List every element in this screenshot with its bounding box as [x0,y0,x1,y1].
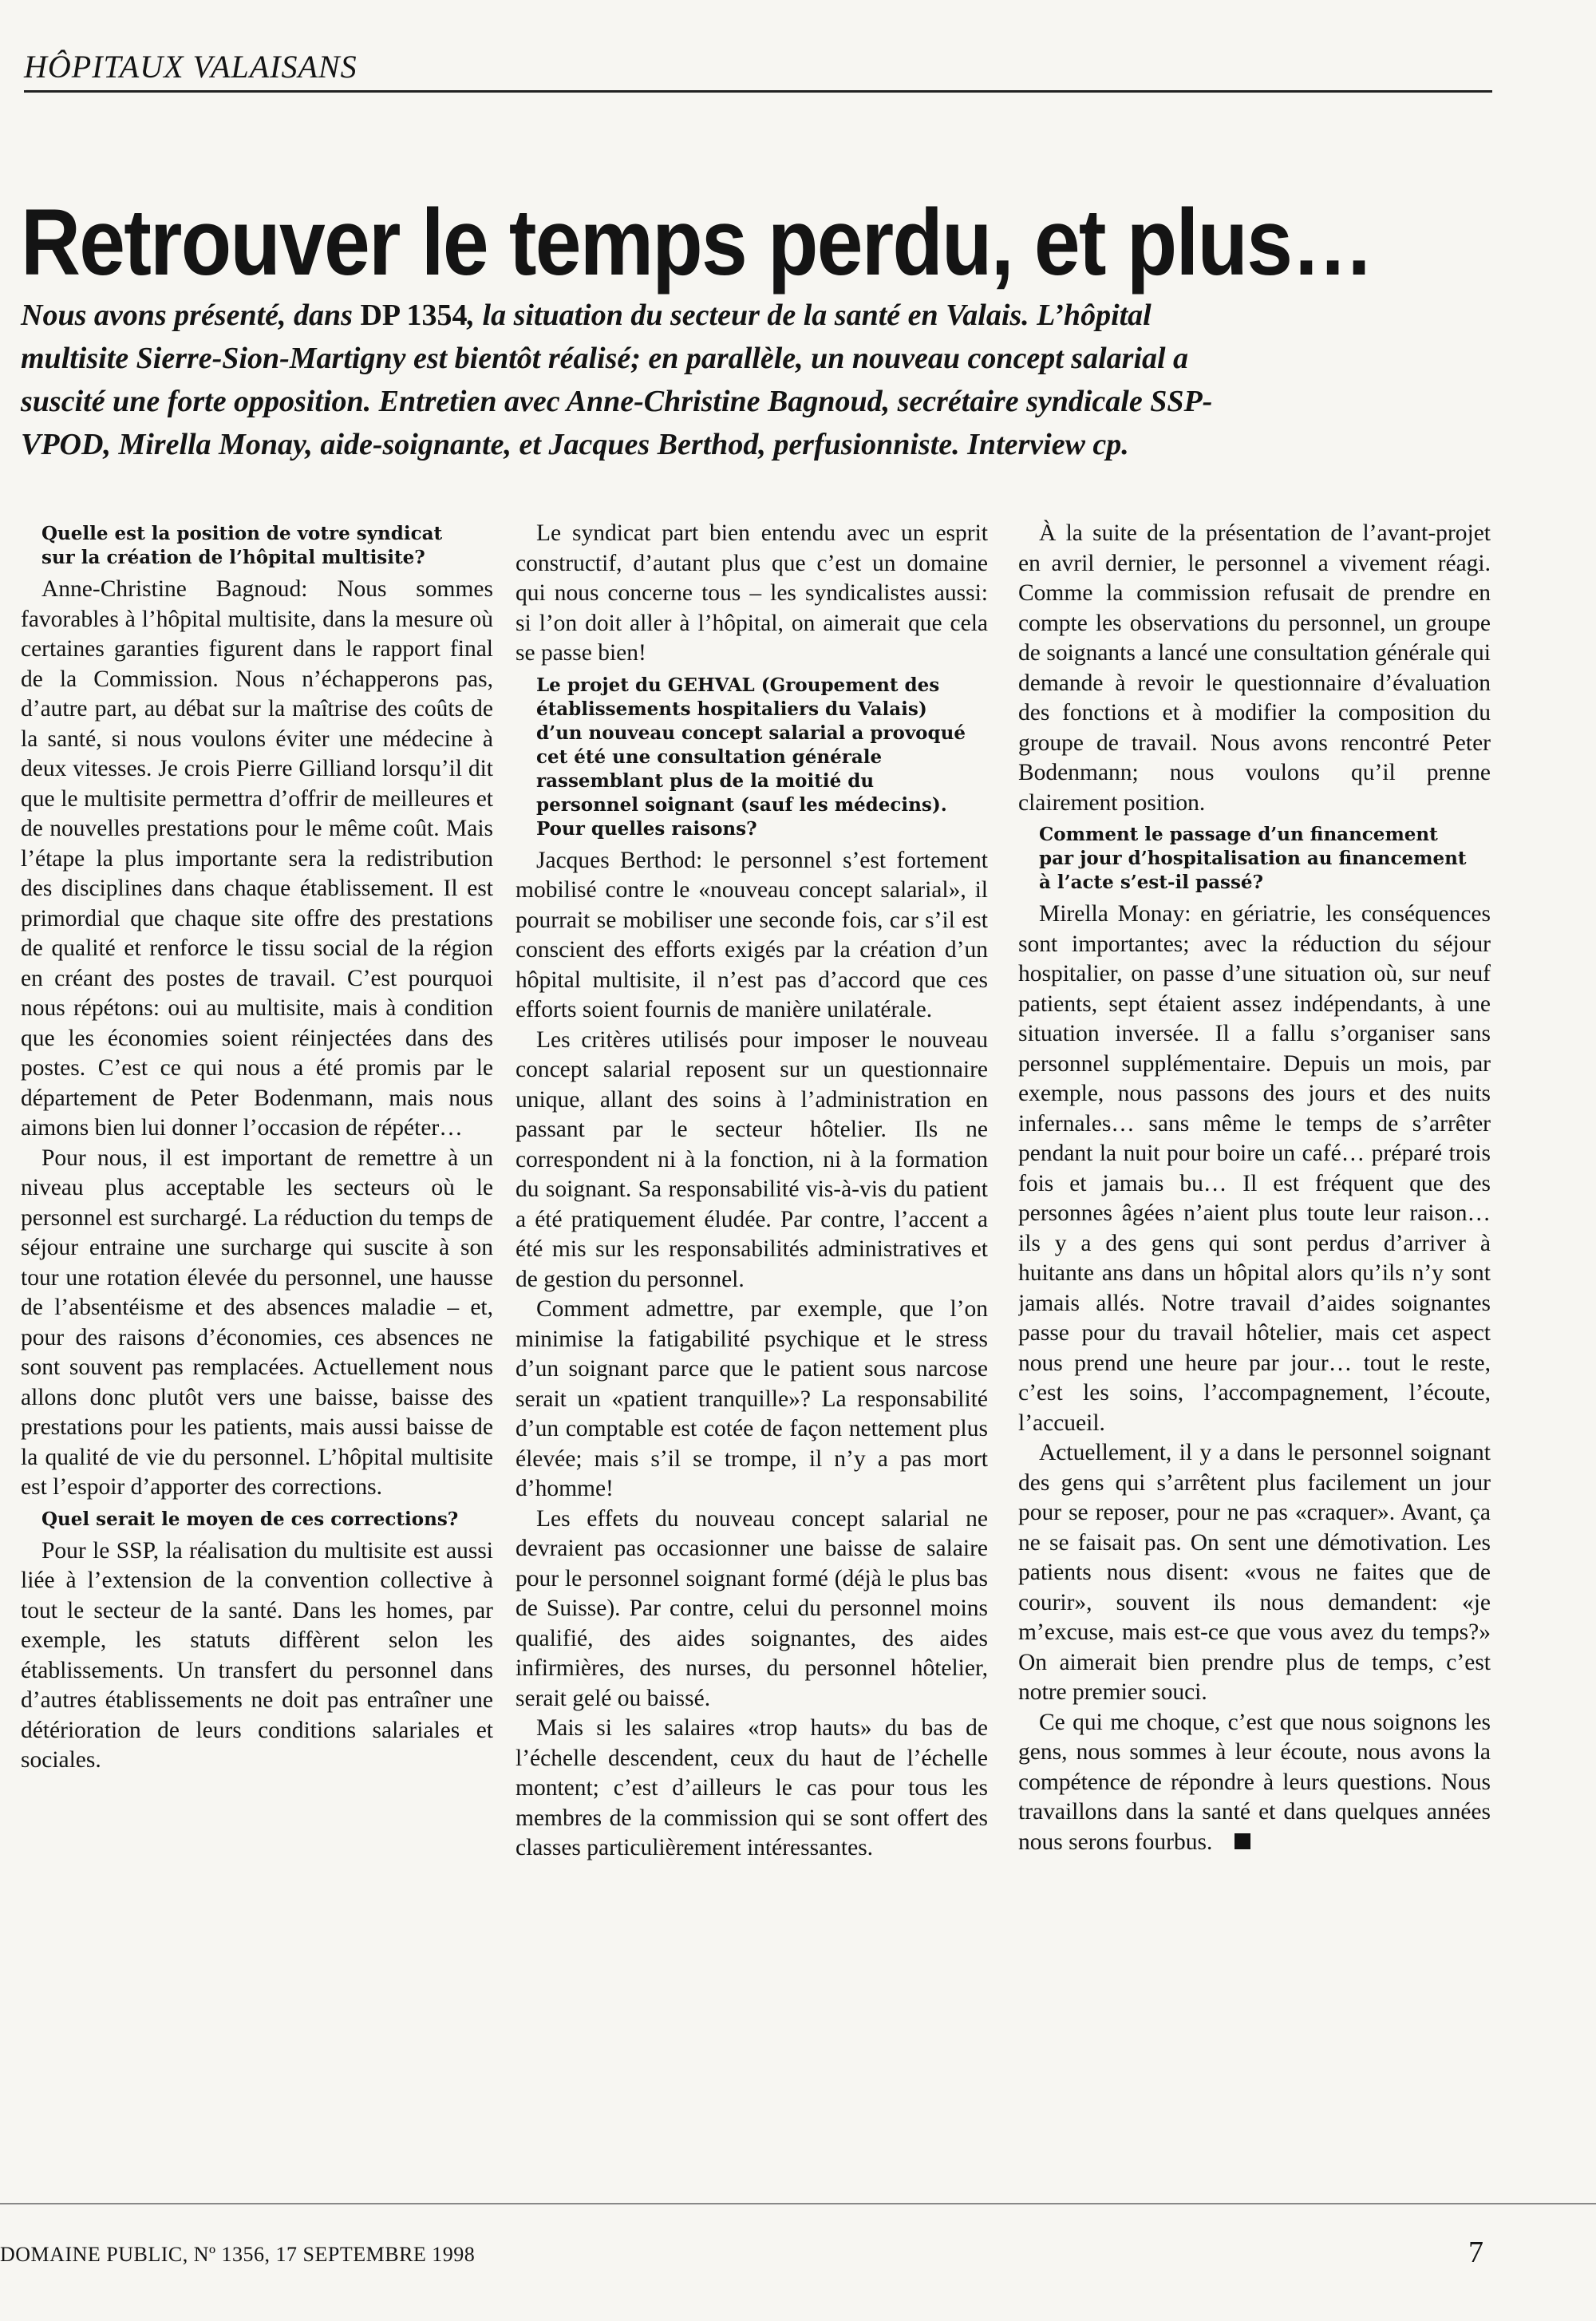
final-paragraph-text: Ce qui me choque, c’est que nous soignons les gens, nous sommes à leur écoute, nous avons la compétence de répondre à leurs questions. Nous travaillons dans la santé et dans quelques années nous serons fourbus. [1018,1709,1491,1855]
interview-question: Comment le passage d’un financement par jour d’hospitalisation au financement à l’acte s’est-il passé? [1039,824,1467,893]
paragraph: Comment admettre, par exemple, que l’on minimise la fatigabilité psychique et le stress d’un soignant parce que le patient sous narcose serait un «patient tranquille»? La responsabilité d’un comptable est cotée de façon nettement plus élevée; mais s’il se trompe, il n’y a pas mort d’homme! [516,1296,988,1501]
section-rubric: HÔPITAUX VALAISANS [24,48,1492,93]
column-2 [516,519,988,2195]
paragraph: Anne-Christine Bagnoud: Nous sommes favorables à l’hôpital multisite, dans la mesure où certaines garanties figurent dans le rapport final de la Commission. Nous n’échapperons pas, d’autre part, au débat sur la maîtrise des coûts de la santé, si nous voulons éviter une médecine à deux vitesses. Je crois Pierre Gilliand lorsqu’il dit que le multisite permettra d’offrir de meilleures et de nouvelles prestations pour le même coût. Mais l’étape la plus importante sera la redistribution des disciplines dans chaque établissement. Il est primordial que chaque site offre des prestations de qualité et renforce le tissu social de la région en créant des postes de travail. C’est pourquoi nous répétons: oui au multisite, mais à condition que les économies soient réinjectées dans des postes. C’est ce qui nous a été promis par le département de Peter Bodenmann, mais nous aimons bien lui donner l’occasion de répéter… [21,576,493,1141]
article-intro [21,294,1234,466]
paragraph: Pour nous, il est important de remettre à un niveau plus acceptable les secteurs où le personnel est surchargé. La réduction du temps de séjour entraine une surcharge qui suscite à son tour une rotation élevée du personnel, une hausse de l’absentéisme et des absences maladie – et, pour des raisons d’économies, ces absences ne sont souvent pas remplacées. Actuellement nous allons donc plutôt vers une baisse, baisse des prestations pour les patients, mais aussi baisse de la qualité de vie du personnel. L’hôpital multisite est l’espoir d’apporter des corrections. [21,1145,493,1500]
page-number: 7 [1468,2236,1483,2269]
paragraph: Les critères utilisés pour imposer le nouveau concept salarial reposent sur un questionnaire unique, allant des soins à l’administration en passant par le secteur hôtelier. Ils ne correspondent ni à la fonction, ni à la formation du soignant. Sa responsabilité vis-à-vis du patient a été pratiquement éludée. Par contre, l’accent a été mis sur les responsabilités administratives et de gestion du personnel. [516,1026,988,1292]
paragraph: Jacques Berthod: le personnel s’est fortement mobilisé contre le «nouveau concept salarial», il pourrait se mobiliser une seconde fois, car s’il est conscient des efforts exigés par la création d’un hôpital multisite, il n’est pas d’accord que ces efforts soient fournis de manière unilatérale. [516,847,988,1022]
intro-part-1: Nous avons présenté, dans [21,299,361,332]
column-1 [21,519,493,2195]
interview-question: Quelle est la position de votre syndicat sur la création de l’hôpital multisite? [41,523,443,568]
intro-reference: DP 1354 [360,299,468,332]
footer-divider [0,2203,1596,2204]
end-of-article-mark [1235,1833,1250,1849]
interview-question: Quel serait le moyen de ces corrections? [41,1508,459,1530]
intro-part-2: , la situation du secteur de la santé en Valais. L’hôpital multisite Sierre-Sion-Martigny est bientôt réalisé; en parallèle, un nouveau concept salarial a suscité une forte opposition. Entretien avec Anne-Christine Bagnoud, secrétaire syndicale SSP-VPOD, Mirella Monay, aide-soignante, et Jacques Berthod, perfusionniste. Interview cp. [21,299,1213,461]
paragraph: Actuellement, il y a dans le personnel soignant des gens qui s’arrêtent plus facilement un jour pour se reposer, pour ne pas «craquer». Avant, ça ne se faisait pas. On sent une démotivation. Les patients nous disent: «vous ne faites que de courir», souvent ils nous demandent: «je m’excuse, mais est-ce que vous avez du temps?» On aimerait bien prendre plus de temps, c’est notre premier souci. [1018,1440,1491,1705]
paragraph: Le syndicat part bien entendu avec un esprit constructif, d’autant plus que c’est un domaine qui nous concerne tous – les syndicalistes aussi: si l’on doit aller à l’hôpital, on aimerait que cela se passe bien! [516,520,988,666]
article-headline: Retrouver le temps perdu, et plus… [21,190,1373,296]
paragraph-final [1018,1708,1491,1858]
column-3 [1018,519,1491,2195]
paragraph: Les effets du nouveau concept salarial ne devraient pas occasionner une baisse de salaire pour le personnel soignant formé (déjà le plus bas de Suisse). Par contre, celui du personnel moins qualifié, des aides soignantes, des aides infirmières, des nurses, du personnel hôtelier, serait gelé ou baissé. [516,1505,988,1711]
paragraph: Pour le SSP, la réalisation du multisite est aussi liée à l’extension de la convention collective à tout le secteur de la santé. Dans les homes, par exemple, les statuts diffèrent selon les établissements. Un transfert du personnel dans d’autres établissements ne doit pas entraîner une détérioration de leurs conditions salariales et sociales. [21,1537,493,1773]
paragraph: Mais si les salaires «trop hauts» du bas de l’échelle descendent, ceux du haut de l’échelle montent; c’est d’ailleurs le cas pour tous les membres de la commission qui se sont offert des classes particulièrement intéressantes. [516,1715,988,1860]
publication-footer: DOMAINE PUBLIC, Nº 1356, 17 SEPTEMBRE 1998 [0,2243,476,2266]
interview-question: Le projet du GEHVAL (Groupement des établissements hospitaliers du Valais) d’un nouveau concept salarial a provoqué cet été une consultation générale rassemblant plus de la moitié du personnel soignant (sauf les médecins). Pour quelles raisons? [536,674,966,840]
paragraph: Mirella Monay: en gériatrie, les conséquences sont importantes; avec la réduction du séjour hospitalier, on passe d’une situation où, sur neuf patients, sept étaient assez indépendants, à une situation inversée. Il a fallu s’organiser sans personnel supplémentaire. Depuis un mois, par exemple, nous passons des jours et des nuits infernales… sans même le temps de s’arrêter pendant la nuit pour boire un café… préparé trois fois et jamais bu… Il est fréquent que des personnes âgées n’aient plus toute leur raison… ils y a des gens qui sont perdus d’arriver à huitante ans dans un hôpital alors qu’ils n’y sont jamais allés. Notre travail d’aides soignantes passe pour du travail hôtelier, mais cet aspect nous prend une heure par jour… tout le reste, c’est les soins, l’accompagnement, l’écoute, l’accueil. [1018,901,1491,1436]
paragraph: À la suite de la présentation de l’avant-projet en avril dernier, le personnel a vivement réagi. Comme la commission refusait de prendre en compte les observations du personnel, un groupe de soignants a lancé une consultation générale qui demande à revoir le questionnaire d’évaluation des fonctions et à modifier la composition du groupe de travail. Nous avons rencontré Peter Bodenmann; nous voulons qu’il prenne clairement position. [1018,520,1491,816]
